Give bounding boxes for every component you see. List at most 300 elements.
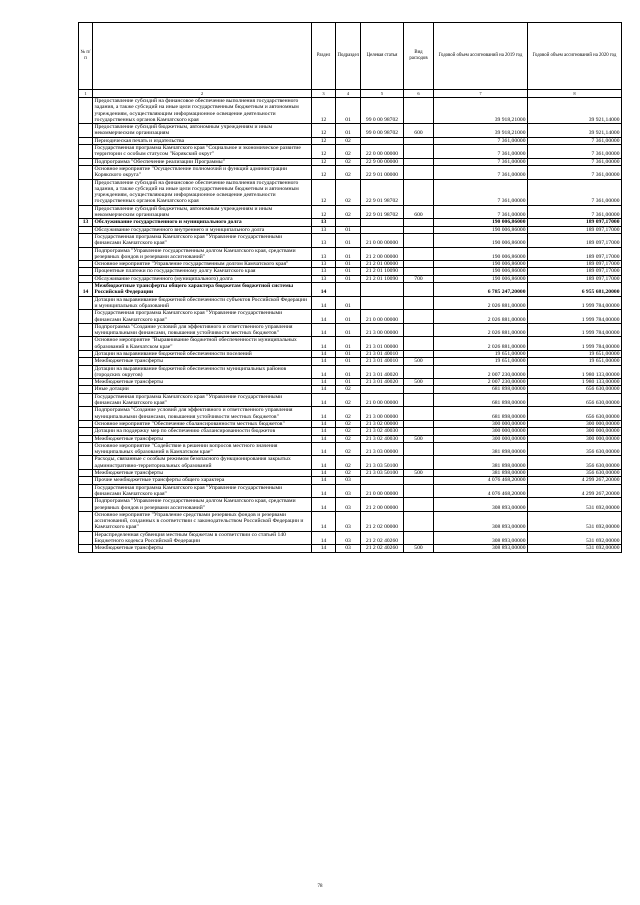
row-target-article: 21 3 00 00000 xyxy=(361,407,404,421)
row-name: Прочие межбюджетные трансферты общего характера xyxy=(93,477,312,484)
table-row xyxy=(79,145,622,159)
row-section: 14 xyxy=(312,498,336,512)
row-amount-2020: 356 630,00000 xyxy=(528,442,622,456)
table-row xyxy=(79,158,622,165)
row-amount-2019: 681 898,00000 xyxy=(434,386,528,393)
row-amount-2019: 300 000,00000 xyxy=(434,420,528,427)
row-number xyxy=(79,310,93,324)
row-subsection: 01 xyxy=(336,233,361,247)
row-amount-2020: 7 361,00000 xyxy=(528,165,622,179)
row-expense-type xyxy=(404,511,434,531)
row-amount-2019: 308 893,00000 xyxy=(434,511,528,531)
row-amount-2019: 7 361,00000 xyxy=(434,145,528,159)
table-row xyxy=(79,261,622,268)
row-target-article xyxy=(361,386,404,393)
row-number xyxy=(79,145,93,159)
table-row xyxy=(79,477,622,484)
row-number xyxy=(79,261,93,268)
row-amount-2019: 2 026 881,00000 xyxy=(434,296,528,310)
row-amount-2020: 39 921,14000 xyxy=(528,98,622,124)
row-section: 14 xyxy=(312,310,336,324)
row-amount-2020: 6 955 681,20000 xyxy=(528,283,622,297)
row-section: 14 xyxy=(312,358,336,365)
row-expense-type xyxy=(404,386,434,393)
row-expense-type xyxy=(404,179,434,205)
row-name: Основное мероприятие "Осуществление полномочий и функций администрации Корякского округа" xyxy=(93,165,312,179)
table-row xyxy=(79,226,622,233)
row-number xyxy=(79,379,93,386)
row-amount-2020: 656 630,00000 xyxy=(528,393,622,407)
column-index: 3 xyxy=(312,90,336,98)
row-name: Основное мероприятие "Выравнивание бюджетной обеспеченности муниципальных образований в Камчатском крае" xyxy=(93,337,312,351)
row-section: 14 xyxy=(312,420,336,427)
row-section: 12 xyxy=(312,145,336,159)
row-name: Основное мероприятие "Содействие в решении вопросов местного значения муниципальных образований в Камчатском крае" xyxy=(93,442,312,456)
row-number xyxy=(79,268,93,275)
row-target-article: 99 0 00 98702 xyxy=(361,98,404,124)
header-volume-2020: Годовой объем ассигнований на 2020 год xyxy=(528,23,622,90)
row-expense-type: 700 xyxy=(404,275,434,282)
row-name: Государственная программа Камчатского края "Управление государственными финансами Камчатского края" xyxy=(93,310,312,324)
row-subsection: 02 xyxy=(336,393,361,407)
row-target-article: 21 3 01 40020 xyxy=(361,365,404,379)
row-amount-2020: 189 097,17000 xyxy=(528,233,622,247)
row-subsection: 02 xyxy=(336,428,361,435)
row-name: Межбюджетные трансферты xyxy=(93,358,312,365)
table-row xyxy=(79,205,622,219)
row-amount-2020: 656 630,00000 xyxy=(528,386,622,393)
row-subsection: 01 xyxy=(336,247,361,261)
row-section: 13 xyxy=(312,268,336,275)
row-section: 14 xyxy=(312,545,336,552)
row-target-article xyxy=(361,283,404,297)
row-name: Предоставление субсидий на финансовое обеспечение выполнения государственного задания, а также субсидий на иные цели государственным бюджетным и автономным учреждениям, осуществляющим информационное освещение деятельности государственных органов Камчатского края xyxy=(93,98,312,124)
row-amount-2019: 190 006,86000 xyxy=(434,226,528,233)
row-subsection: 01 xyxy=(336,124,361,138)
table-body xyxy=(79,90,622,553)
table-row xyxy=(79,442,622,456)
row-name: Подпрограмма "Создание условий для эффективного и ответственного управления муниципальными финансами, повышения устойчивости местных бюджетов" xyxy=(93,407,312,421)
row-name: Основное мероприятие "Управление средствами резервных фондов и резервами ассигнований, созданных в соответствии с законодательством Российской Федерации и Камчатского края" xyxy=(93,511,312,531)
row-section: 14 xyxy=(312,428,336,435)
row-amount-2020: 1 980 133,00000 xyxy=(528,365,622,379)
row-amount-2019: 381 898,00000 xyxy=(434,442,528,456)
row-target-article: 21 3 01 40020 xyxy=(361,379,404,386)
row-expense-type xyxy=(404,420,434,427)
row-number xyxy=(79,435,93,442)
row-expense-type xyxy=(404,456,434,470)
row-amount-2019: 681 898,00000 xyxy=(434,393,528,407)
row-amount-2019: 7 361,00000 xyxy=(434,158,528,165)
row-name: Дотации на выравнивание бюджетной обеспеченности муниципальных районов (городских округов) xyxy=(93,365,312,379)
header-target: Целевая статья xyxy=(361,23,404,90)
row-amount-2020: 7 361,00000 xyxy=(528,205,622,219)
row-target-article: 21 3 02 00000 xyxy=(361,420,404,427)
row-section: 14 xyxy=(312,531,336,545)
row-subsection: 01 xyxy=(336,275,361,282)
row-amount-2019: 308 893,00000 xyxy=(434,498,528,512)
row-expense-type xyxy=(404,261,434,268)
row-section: 12 xyxy=(312,98,336,124)
table-row xyxy=(79,247,622,261)
row-amount-2020: 531 692,00000 xyxy=(528,498,622,512)
row-section: 14 xyxy=(312,484,336,498)
row-amount-2019: 190 006,86000 xyxy=(434,219,528,226)
row-number xyxy=(79,531,93,545)
row-number xyxy=(79,275,93,282)
table-row xyxy=(79,484,622,498)
row-subsection: 01 xyxy=(336,226,361,233)
row-amount-2019: 39 918,21000 xyxy=(434,98,528,124)
row-name: Государственная программа Камчатского края "Управление государственными финансами Камчатского края" xyxy=(93,393,312,407)
row-number xyxy=(79,158,93,165)
row-amount-2019: 7 361,00000 xyxy=(434,137,528,144)
table-row xyxy=(79,350,622,357)
row-target-article: 99 0 00 98702 xyxy=(361,124,404,138)
header-expense-type: Вид расходов xyxy=(404,23,434,90)
row-subsection: 03 xyxy=(336,477,361,484)
row-target-article: 22 9 01 98702 xyxy=(361,205,404,219)
row-amount-2019: 190 006,86000 xyxy=(434,268,528,275)
row-amount-2019: 2 007 230,00000 xyxy=(434,365,528,379)
row-target-article: 21 3 03 50100 xyxy=(361,456,404,470)
row-amount-2020: 39 921,14000 xyxy=(528,124,622,138)
row-subsection xyxy=(336,219,361,226)
row-amount-2019: 6 785 247,20000 xyxy=(434,283,528,297)
row-expense-type xyxy=(404,323,434,337)
row-section: 14 xyxy=(312,386,336,393)
row-name: Дотации на выравнивание бюджетной обеспеченности поселений xyxy=(93,350,312,357)
row-expense-type xyxy=(404,296,434,310)
row-target-article: 21 3 00 00000 xyxy=(361,323,404,337)
row-name: Обслуживание государственного и муниципального долга xyxy=(93,219,312,226)
table-row xyxy=(79,365,622,379)
row-name: Подпрограмма "Создание условий для эффективного и ответственного управления муниципальными финансами, повышения устойчивости местных бюджетов" xyxy=(93,323,312,337)
row-amount-2020: 7 361,00000 xyxy=(528,137,622,144)
row-number xyxy=(79,296,93,310)
header-subsection: Подраздел xyxy=(336,23,361,90)
row-amount-2019: 681 898,00000 xyxy=(434,407,528,421)
row-amount-2019: 19 651,00000 xyxy=(434,358,528,365)
row-target-article: 22 9 01 98702 xyxy=(361,179,404,205)
row-section: 14 xyxy=(312,323,336,337)
row-number xyxy=(79,98,93,124)
row-target-article: 21 3 03 00000 xyxy=(361,442,404,456)
row-number xyxy=(79,179,93,205)
row-number xyxy=(79,498,93,512)
row-target-article: 21 3 03 50100 xyxy=(361,470,404,477)
row-name: Государственная программа Камчатского края "Управление государственными финансами Камчатского края" xyxy=(93,233,312,247)
row-amount-2019: 190 006,86000 xyxy=(434,275,528,282)
row-target-article: 21 3 01 00000 xyxy=(361,337,404,351)
row-target-article: 21 3 02 40030 xyxy=(361,435,404,442)
table-row xyxy=(79,470,622,477)
row-section: 14 xyxy=(312,296,336,310)
table-row xyxy=(79,511,622,531)
row-subsection: 02 xyxy=(336,145,361,159)
row-target-article: 21 3 02 40030 xyxy=(361,428,404,435)
row-number xyxy=(79,124,93,138)
row-section: 12 xyxy=(312,124,336,138)
row-name: Межбюджетные трансферты общего характера бюджетам бюджетной системы Российской Федерации xyxy=(93,283,312,297)
header-num: № п/п xyxy=(79,23,93,90)
row-amount-2020: 300 000,00000 xyxy=(528,420,622,427)
row-number: 13 xyxy=(79,219,93,226)
row-name: Обслуживание государственного внутреннего и муниципального долга xyxy=(93,226,312,233)
row-target-article: 21 2 01 00000 xyxy=(361,261,404,268)
row-target-article: 21 0 00 00000 xyxy=(361,484,404,498)
row-amount-2019: 381 898,00000 xyxy=(434,470,528,477)
row-expense-type xyxy=(404,268,434,275)
row-number xyxy=(79,358,93,365)
row-amount-2020: 4 299 267,20000 xyxy=(528,484,622,498)
column-index-row xyxy=(79,90,622,98)
budget-table xyxy=(78,22,622,553)
row-amount-2020: 356 630,00000 xyxy=(528,456,622,470)
row-name: Периодическая печать и издательства xyxy=(93,137,312,144)
row-expense-type: 500 xyxy=(404,470,434,477)
row-subsection: 01 xyxy=(336,310,361,324)
row-section: 12 xyxy=(312,179,336,205)
row-number xyxy=(79,350,93,357)
row-section: 14 xyxy=(312,477,336,484)
row-amount-2019: 2 026 881,00000 xyxy=(434,337,528,351)
row-amount-2020: 531 692,00000 xyxy=(528,531,622,545)
row-amount-2019: 300 000,00000 xyxy=(434,428,528,435)
row-expense-type xyxy=(404,393,434,407)
row-name: Дотации на поддержку мер по обеспечению сбалансированности бюджетов xyxy=(93,428,312,435)
row-subsection: 03 xyxy=(336,531,361,545)
table-row xyxy=(79,310,622,324)
row-target-article: 21 2 01 10090 xyxy=(361,275,404,282)
row-target-article: 22 0 00 00000 xyxy=(361,145,404,159)
row-section: 12 xyxy=(312,137,336,144)
row-amount-2019: 190 006,86000 xyxy=(434,233,528,247)
table-row xyxy=(79,407,622,421)
row-name: Иные дотации xyxy=(93,386,312,393)
row-name: Подпрограмма "Обеспечение реализации Программы" xyxy=(93,158,312,165)
row-subsection: 01 xyxy=(336,337,361,351)
header-row xyxy=(79,23,622,90)
row-expense-type xyxy=(404,247,434,261)
row-subsection: 02 xyxy=(336,420,361,427)
row-amount-2020: 19 651,00000 xyxy=(528,350,622,357)
row-name: Межбюджетные трансферты xyxy=(93,379,312,386)
row-subsection: 03 xyxy=(336,511,361,531)
row-number xyxy=(79,137,93,144)
row-expense-type xyxy=(404,226,434,233)
row-amount-2019: 7 361,00000 xyxy=(434,205,528,219)
row-section: 12 xyxy=(312,205,336,219)
table-row xyxy=(79,337,622,351)
page-number: 78 xyxy=(317,884,323,889)
column-index: 8 xyxy=(528,90,622,98)
row-amount-2019: 4 076 468,20000 xyxy=(434,477,528,484)
row-name: Предоставление субсидий бюджетным, автономным учреждениям и иным некоммерческим организациям xyxy=(93,124,312,138)
row-section: 13 xyxy=(312,226,336,233)
row-number xyxy=(79,484,93,498)
row-number: 14 xyxy=(79,283,93,297)
row-target-article xyxy=(361,226,404,233)
table-row xyxy=(79,296,622,310)
header-name xyxy=(93,23,312,90)
table-row xyxy=(79,498,622,512)
table-row xyxy=(79,283,622,297)
table-row xyxy=(79,386,622,393)
row-expense-type xyxy=(404,219,434,226)
row-number xyxy=(79,323,93,337)
row-amount-2020: 1 999 784,00000 xyxy=(528,323,622,337)
row-name: Основное мероприятие "Управление государственным долгом Камчатского края" xyxy=(93,261,312,268)
row-name: Процентные платежи по государственному долгу Камчатского края xyxy=(93,268,312,275)
row-target-article: 21 0 00 00000 xyxy=(361,233,404,247)
row-subsection: 01 xyxy=(336,268,361,275)
table-row xyxy=(79,233,622,247)
row-name: Подпрограмма "Управление государственным долгом Камчатского края, средствами резервных фондов и резервами ассигнований" xyxy=(93,498,312,512)
row-subsection: 01 xyxy=(336,261,361,268)
row-amount-2019: 39 918,21000 xyxy=(434,124,528,138)
row-amount-2020: 1 999 784,00000 xyxy=(528,310,622,324)
table-row xyxy=(79,268,622,275)
table-row xyxy=(79,379,622,386)
row-amount-2020: 189 097,17000 xyxy=(528,247,622,261)
row-name: Расходы, связанные с особым режимом безопасного функционирования закрытых административно-территориальных образований xyxy=(93,456,312,470)
row-subsection: 02 xyxy=(336,407,361,421)
row-amount-2020: 7 361,00000 xyxy=(528,145,622,159)
column-index: 7 xyxy=(434,90,528,98)
table-row xyxy=(79,179,622,205)
row-subsection: 01 xyxy=(336,365,361,379)
row-number xyxy=(79,545,93,552)
column-index: 2 xyxy=(93,90,312,98)
row-amount-2020: 300 000,00000 xyxy=(528,428,622,435)
row-expense-type: 600 xyxy=(404,124,434,138)
row-expense-type xyxy=(404,145,434,159)
row-expense-type xyxy=(404,98,434,124)
row-expense-type xyxy=(404,498,434,512)
row-section: 14 xyxy=(312,283,336,297)
row-target-article xyxy=(361,137,404,144)
table-row xyxy=(79,545,622,552)
row-number xyxy=(79,386,93,393)
row-number xyxy=(79,407,93,421)
row-subsection: 03 xyxy=(336,484,361,498)
header-section: Раздел xyxy=(312,23,336,90)
row-expense-type: 500 xyxy=(404,379,434,386)
row-section: 14 xyxy=(312,435,336,442)
row-number xyxy=(79,226,93,233)
row-subsection: 01 xyxy=(336,98,361,124)
row-subsection: 02 xyxy=(336,205,361,219)
row-target-article: 21 2 02 00000 xyxy=(361,511,404,531)
row-number xyxy=(79,511,93,531)
row-subsection: 01 xyxy=(336,358,361,365)
row-section: 12 xyxy=(312,165,336,179)
table-row xyxy=(79,98,622,124)
column-index: 5 xyxy=(361,90,404,98)
row-expense-type: 500 xyxy=(404,435,434,442)
row-target-article xyxy=(361,477,404,484)
row-amount-2019: 4 076 468,20000 xyxy=(434,484,528,498)
row-expense-type xyxy=(404,158,434,165)
table-row xyxy=(79,358,622,365)
table-row xyxy=(79,456,622,470)
row-target-article: 21 0 00 00000 xyxy=(361,393,404,407)
row-expense-type xyxy=(404,337,434,351)
row-expense-type xyxy=(404,407,434,421)
row-amount-2020: 656 630,00000 xyxy=(528,407,622,421)
row-subsection: 02 xyxy=(336,470,361,477)
row-name: Предоставление субсидий на финансовое обеспечение выполнения государственного задания, а также субсидий на иные цели государственным бюджетным и автономным учреждениям, осуществляющим информационное освещение деятельности государственных органов Камчатского края xyxy=(93,179,312,205)
row-number xyxy=(79,205,93,219)
row-expense-type xyxy=(404,283,434,297)
row-target-article: 21 2 00 00000 xyxy=(361,498,404,512)
row-subsection: 02 xyxy=(336,158,361,165)
row-expense-type xyxy=(404,531,434,545)
row-amount-2019: 7 361,00000 xyxy=(434,165,528,179)
row-amount-2020: 189 097,17000 xyxy=(528,226,622,233)
row-subsection: 02 xyxy=(336,442,361,456)
row-subsection: 02 xyxy=(336,165,361,179)
column-index: 1 xyxy=(79,90,93,98)
row-section: 13 xyxy=(312,219,336,226)
row-section: 14 xyxy=(312,379,336,386)
column-index: 6 xyxy=(404,90,434,98)
table-row xyxy=(79,323,622,337)
row-target-article: 21 3 01 40010 xyxy=(361,350,404,357)
row-amount-2020: 1 980 133,00000 xyxy=(528,379,622,386)
row-name: Нераспределенная субвенция местным бюджетам в соответствии со статьей 140 Бюджетного кодекса Российской Федерации xyxy=(93,531,312,545)
row-amount-2019: 190 006,86000 xyxy=(434,247,528,261)
row-expense-type xyxy=(404,428,434,435)
row-amount-2019: 308 893,00000 xyxy=(434,531,528,545)
row-amount-2020: 300 000,00000 xyxy=(528,435,622,442)
row-section: 14 xyxy=(312,470,336,477)
row-amount-2019: 7 361,00000 xyxy=(434,179,528,205)
row-amount-2020: 7 361,00000 xyxy=(528,158,622,165)
row-amount-2020: 19 651,00000 xyxy=(528,358,622,365)
row-section: 12 xyxy=(312,158,336,165)
row-target-article: 21 2 00 00000 xyxy=(361,247,404,261)
row-name: Дотации на выравнивание бюджетной обеспеченности субъектов Российской Федерации и муниципальных образований xyxy=(93,296,312,310)
row-section: 14 xyxy=(312,407,336,421)
row-target-article xyxy=(361,219,404,226)
row-expense-type xyxy=(404,484,434,498)
row-section: 14 xyxy=(312,442,336,456)
row-expense-type xyxy=(404,365,434,379)
row-name: Основное мероприятие "Обеспечение сбалансированности местных бюджетов" xyxy=(93,420,312,427)
row-subsection: 02 xyxy=(336,137,361,144)
row-number xyxy=(79,428,93,435)
row-amount-2019: 19 651,00000 xyxy=(434,350,528,357)
row-target-article: 21 2 02 40260 xyxy=(361,545,404,552)
row-expense-type xyxy=(404,477,434,484)
table-row xyxy=(79,428,622,435)
table-row xyxy=(79,435,622,442)
row-subsection xyxy=(336,283,361,297)
row-amount-2020: 7 361,00000 xyxy=(528,179,622,205)
row-section: 13 xyxy=(312,233,336,247)
row-subsection: 03 xyxy=(336,498,361,512)
row-subsection: 01 xyxy=(336,350,361,357)
row-name: Межбюджетные трансферты xyxy=(93,470,312,477)
row-section: 14 xyxy=(312,393,336,407)
row-amount-2019: 2 026 881,00000 xyxy=(434,323,528,337)
row-expense-type xyxy=(404,310,434,324)
table-row xyxy=(79,219,622,226)
row-expense-type xyxy=(404,350,434,357)
row-amount-2020: 189 097,17000 xyxy=(528,261,622,268)
